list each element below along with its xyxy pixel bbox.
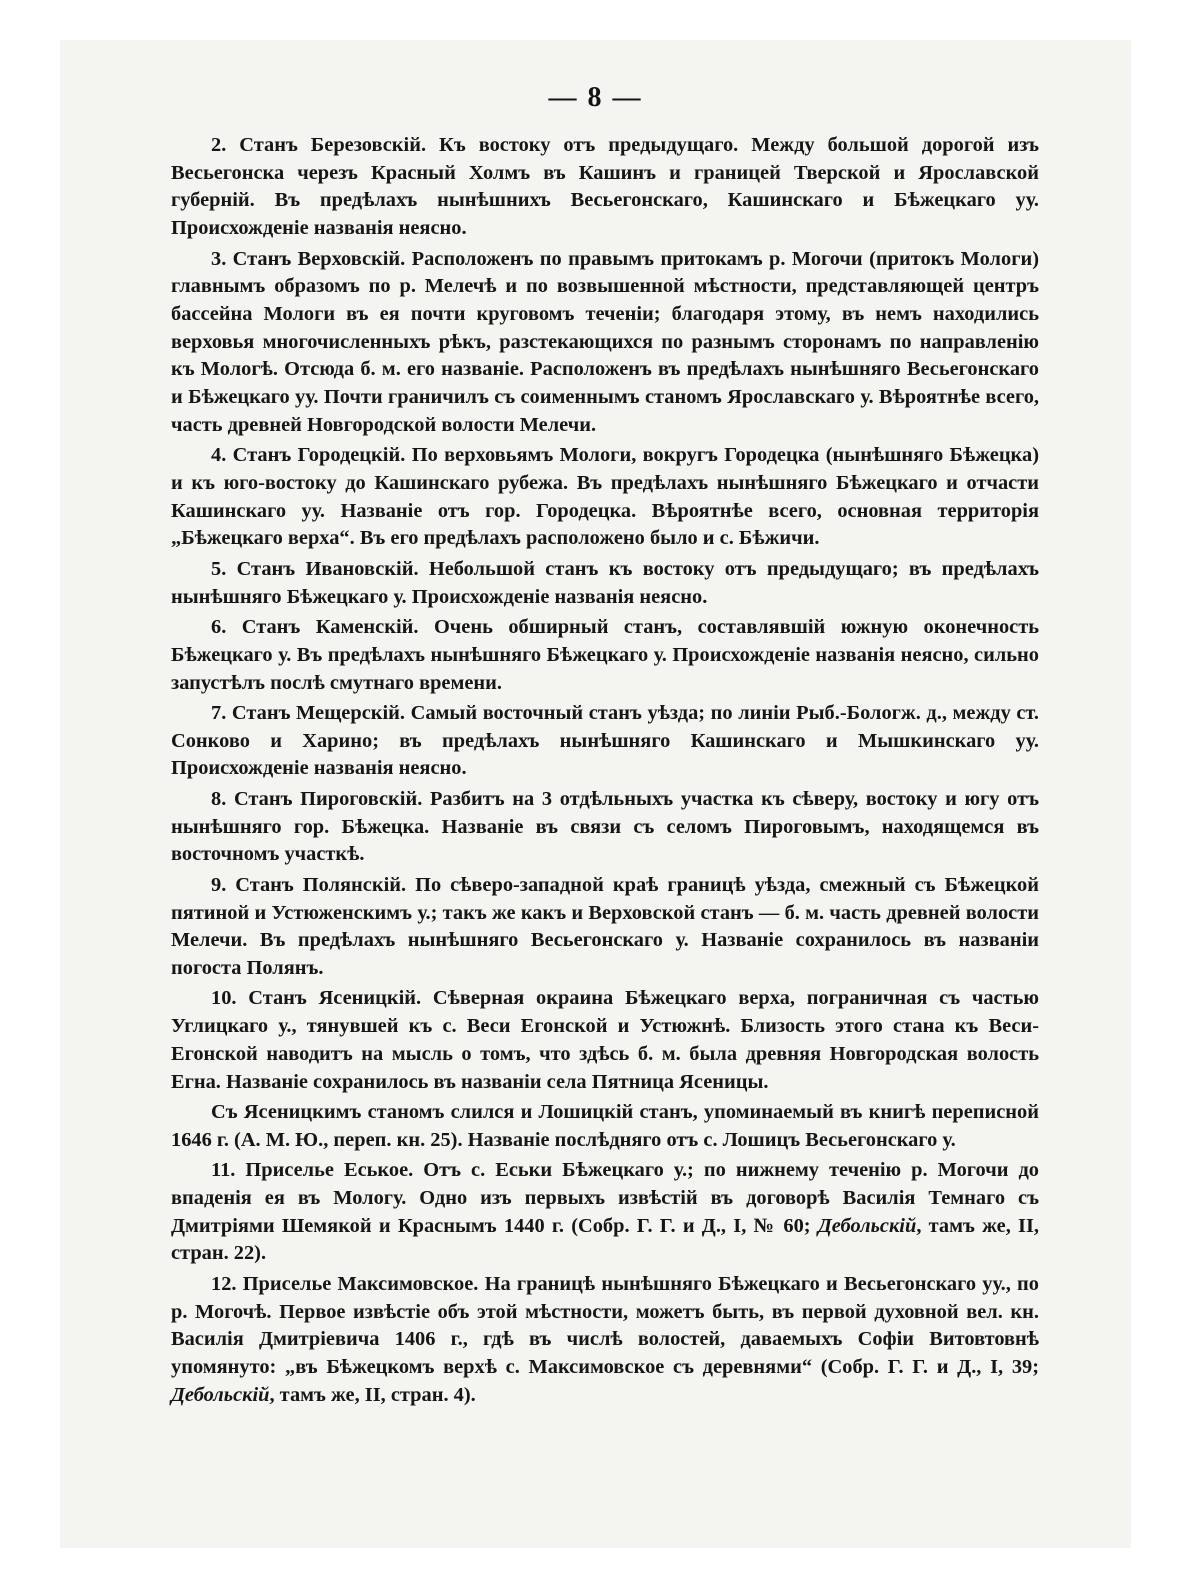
paragraph [171, 1099, 1039, 1154]
paragraph-text: , тамъ же, II, стран. 4). [269, 1383, 476, 1406]
paragraph-text: 3. Станъ Верховскій. Расположенъ по правымъ притокамъ р. Могочи (притокъ Мологи) главнымъ образомъ по р. Мелечѣ и по возвышенной мѣстности, представляющей центръ бассейна Мологи въ ея почти круговомъ теченіи; благодаря этому, въ немъ находились верховья многочисленныхъ рѣкъ, разстекающихся по разнымъ сторонамъ по направленію къ Мологѣ. Отсюда б. м. его названіе. Расположенъ въ предѣлахъ нынѣшняго Весьегонскаго и Бѣжецкаго уу. Почти граничилъ съ соименнымъ станомъ Ярославскаго у. Вѣроятнѣе всего, часть древней Новгородской волости Мелечи. [171, 247, 1039, 436]
paragraph-text: 10. Станъ Ясеницкій. Сѣверная окраина Бѣжецкаго верха, пограничная съ частью Углицкаго у., тянувшей къ с. Веси Егонской и Устюжнѣ. Близость этого стана къ Веси-Егонской наводитъ на мысль о томъ, что здѣсь б. м. была древняя Новгородская волость Егна. Названіе сохранилось въ названіи села Пятница Ясеницы. [171, 987, 1039, 1093]
paragraph [171, 556, 1039, 611]
paragraph [171, 132, 1039, 243]
page-number: — 8 — [548, 82, 643, 113]
paragraph-text: 2. Станъ Березовскій. Къ востоку отъ предыдущаго. Между большой дорогой изъ Весьегонска черезъ Красный Холмъ въ Кашинъ и границей Тверской и Ярославской губерній. Въ предѣлахъ нынѣшнихъ Весьегонскаго, Кашинскаго и Бѣжецкаго уу. Происхожденіе названія неясно. [171, 134, 1039, 240]
book-page [60, 40, 1131, 1548]
paragraph-text: Съ Ясеницкимъ станомъ слился и Лошицкій станъ, упоминаемый въ книгѣ переписной 1646 г. (А. М. Ю., переп. кн. 25). Названіе послѣдняго отъ с. Лошицъ Весьегонскаго у. [171, 1101, 1039, 1151]
paragraph-text: 6. Станъ Каменскій. Очень обширный станъ, составлявшій южную оконечность Бѣжецкаго у. Въ предѣлахъ нынѣшняго Бѣжецкаго у. Происхожденіе названія неясно, сильно запустѣлъ послѣ смутнаго времени. [171, 616, 1039, 694]
paragraph [171, 246, 1039, 440]
paragraph-text: 8. Станъ Пироговскій. Разбитъ на 3 отдѣльныхъ участка къ сѣверу, востоку и югу отъ нынѣшняго гор. Бѣжецка. Названіе въ связи съ селомъ Пироговымъ, находящемся въ восточномъ участкѣ. [171, 787, 1039, 866]
paragraph [171, 700, 1039, 783]
paragraph [171, 442, 1039, 553]
paragraph [171, 786, 1039, 869]
paragraph-text: 9. Станъ Полянскій. По сѣверо-западной краѣ границѣ уѣзда, смежный съ Бѣжецкой пятиной и Устюженскимъ у.; такъ же какъ и Верховской станъ — б. м. часть древней волости Мелечи. Въ предѣлахъ нынѣшняго Весьегонскаго у. Названіе сохранилось въ названіи погоста Полянъ. [171, 873, 1039, 979]
paragraph [171, 1271, 1039, 1410]
body-text [171, 132, 1039, 1412]
paragraph [171, 985, 1039, 1096]
paragraph-text: 5. Станъ Ивановскій. Небольшой станъ къ востоку отъ предыдущаго; въ предѣлахъ нынѣшняго Бѣжецкаго у. Происхожденіе названія неясно. [171, 557, 1039, 608]
paragraph-text: 11. Приселье Еськое. Отъ с. Еськи Бѣжецкаго у.; по нижнему теченію р. Могочи до впаденія ея въ Мологу. Одно изъ первыхъ извѣстій въ договорѣ Василія Темнаго съ Дмитріями Шемякой и Краснымъ 1440 г. (Собр. Г. Г. и Д., I, № 60; [171, 1159, 1039, 1237]
paragraph-text: , тамъ же, II, стран. 22). [171, 1214, 1039, 1265]
paragraph [171, 614, 1039, 697]
paragraph-text: 7. Станъ Мещерскій. Самый восточный станъ уѣзда; по линіи Рыб.-Бологж. д., между ст. Сонково и Харино; въ предѣлахъ нынѣшняго Кашинскаго и Мышкинскаго уу. Происхожденіе названія неясно. [171, 702, 1039, 780]
paragraph-text: 12. Приселье Максимовское. На границѣ нынѣшняго Бѣжецкаго и Весьегонскаго уу., по р. Могочѣ. Первое извѣстіе объ этой мѣстности, можетъ быть, въ первой духовной вел. кн. Василія Дмитріевича 1406 г., гдѣ въ числѣ волостей, даваемыхъ Софіи Витовтовнѣ упомянуто: „въ Бѣжецкомъ верхѣ с. Максимовское съ деревнями“ (Собр. Г. Г. и Д., I, 39; [171, 1272, 1039, 1378]
italic-citation: Дебольскій [817, 1214, 917, 1237]
paragraph [171, 872, 1039, 983]
paragraph [171, 1157, 1039, 1268]
paragraph-text: 4. Станъ Городецкій. По верховьямъ Мологи, вокругъ Городецка (нынѣшняго Бѣжецка) и къ юго-востоку до Кашинскаго рубежа. Въ предѣлахъ нынѣшняго Бѣжецкаго и отчасти Кашинскаго уу. Названіе отъ гор. Городецка. Вѣроятнѣе всего, основная территорія „Бѣжецкаго верха“. Въ его предѣлахъ расположено было и с. Бѣжичи. [171, 444, 1039, 550]
italic-citation: Дебольскій [171, 1383, 270, 1406]
